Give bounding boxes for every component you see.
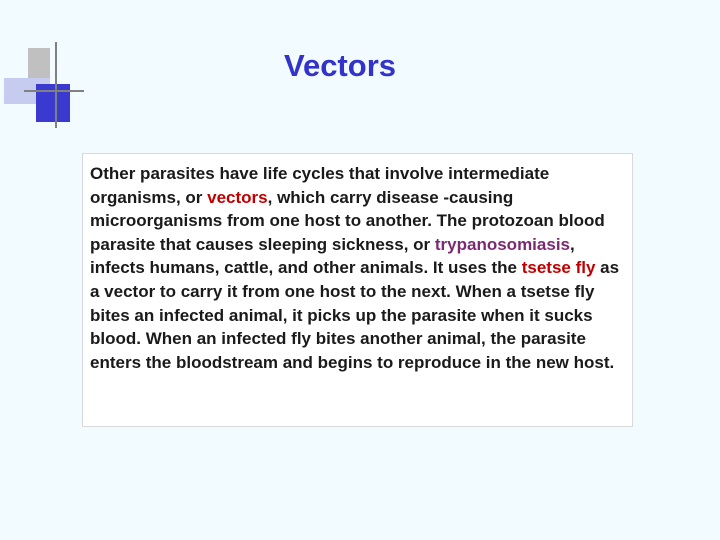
text-segment: , which carry disease -causing microorganisms from one host to another. The protozoan blood parasite that causes sleeping sickness, or (90, 187, 605, 254)
decoration-vertical-line (55, 42, 57, 128)
content-text-box (82, 153, 633, 427)
text-segment: , infects humans, cattle, and other animals. It uses the (90, 234, 575, 278)
decoration-horizontal-line (24, 90, 84, 92)
slide-decoration (0, 0, 120, 140)
highlight-term-tsetse-fly: tsetse fly (521, 258, 596, 278)
body-paragraph (90, 162, 623, 374)
highlight-term-trypanosomiasis: trypanosomiasis (434, 234, 570, 254)
decoration-gray-square (28, 48, 50, 78)
highlight-term-vectors: vectors (207, 187, 268, 207)
slide-title: Vectors (283, 48, 396, 83)
text-segment: as a vector to carry it from one host to the next. When a tsetse fly bites an infected animal, it picks up the parasite when it sucks blood. When an infected fly bites another animal, the parasite enters the bloodstream and begins to reproduce in the new host. (90, 258, 620, 372)
text-segment: Other parasites have life cycles that involve intermediate organisms, or (90, 164, 550, 207)
